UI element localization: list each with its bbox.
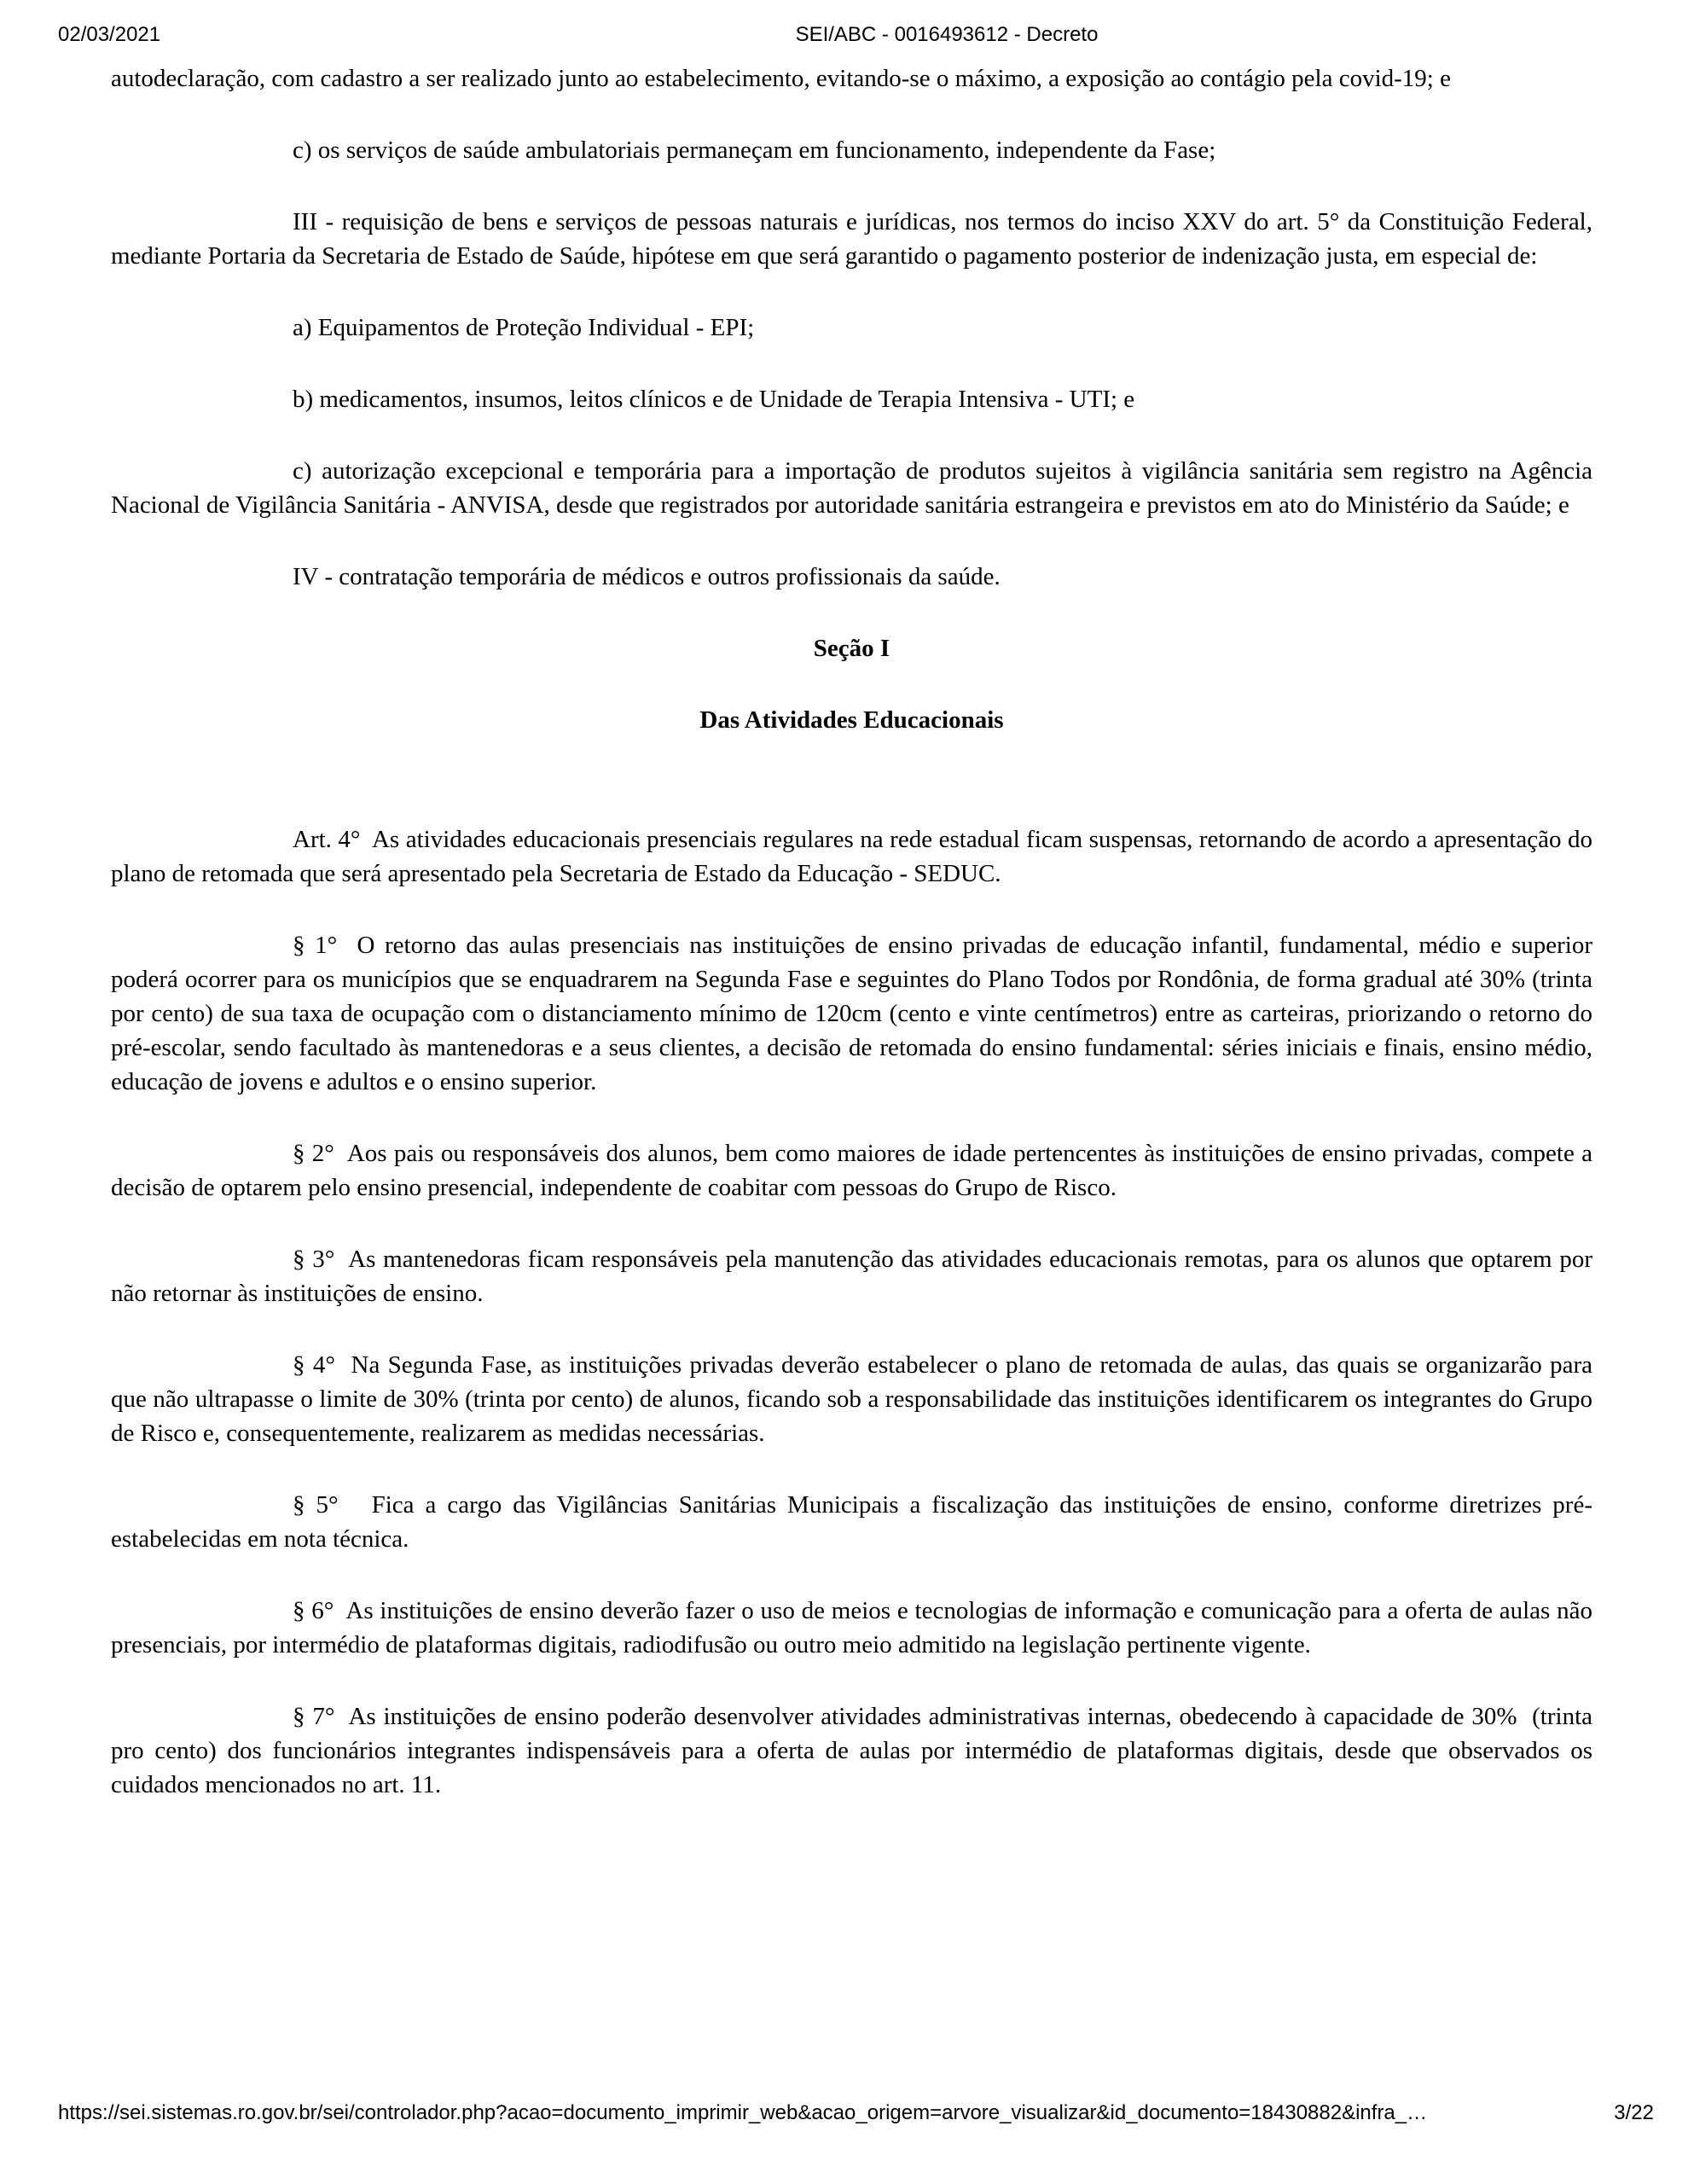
paragraph: III - requisição de bens e serviços de pessoas naturais e jurídicas, nos termos do inciso XXV do art. 5° da Constituição Federal, mediante Portaria da Secretaria de Estado de Saúde, hipótese em que será garantido o pagamento posterior de indenização justa, em especial de: xyxy=(111,208,1592,270)
paragraph: b) medicamentos, insumos, leitos clínicos e de Unidade de Terapia Intensiva - UTI; e xyxy=(293,386,1135,413)
document-title: SEI/ABC - 0016493612 - Decreto xyxy=(795,23,1099,46)
paragraph: § 6° As instituições de ensino deverão fazer o uso de meios e tecnologias de informação e comunicação para a oferta de aulas não presenciais, por intermédio de plataformas digitais, radiodifusão ou outro meio admitido na legislação pertinente vigente. xyxy=(111,1597,1592,1658)
paragraph: a) Equipamentos de Proteção Individual - EPI; xyxy=(293,314,755,341)
section-subtitle: Das Atividades Educacionais xyxy=(699,706,1004,734)
paragraph: § 3° As mantenedoras ficam responsáveis pela manutenção das atividades educacionais remotas, para os alunos que optarem por não retornar às instituições de ensino. xyxy=(111,1246,1592,1307)
paragraph: Art. 4° As atividades educacionais presenciais regulares na rede estadual ficam suspensas, retornando de acordo a apresentação do plano de retomada que será apresentado pela Secretaria de Estado da Educação - SEDUC. xyxy=(111,826,1592,887)
document-body xyxy=(111,61,1592,1839)
paragraph: § 2° Aos pais ou responsáveis dos alunos, bem como maiores de idade pertencentes às instituições de ensino privadas, compete a decisão de optarem pelo ensino presencial, independente de coabitar com pessoas do Grupo de Risco. xyxy=(111,1140,1592,1201)
paragraph: IV - contratação temporária de médicos e outros profissionais da saúde. xyxy=(293,563,1001,590)
paragraph: § 1° O retorno das aulas presenciais nas instituições de ensino privadas de educação infantil, fundamental, médio e superior poderá ocorrer para os municípios que se enquadrarem na Segunda Fase e seguintes do Plano Todos por Rondônia, de forma gradual até 30% (trinta por cento) de sua taxa de ocupação com o distanciamento mínimo de 120cm (cento e vinte centímetros) entre as carteiras, priorizando o retorno do pré-escolar, sendo facultado às mantenedoras e a seus clientes, a decisão de retomada do ensino fundamental: séries iniciais e finais, ensino médio, educação de jovens e adultos e o ensino superior. xyxy=(111,932,1592,1095)
page-number: 3/22 xyxy=(1614,2101,1654,2124)
section-heading: Seção I xyxy=(813,635,890,662)
paragraph: c) os serviços de saúde ambulatoriais permaneçam em funcionamento, independente da Fase; xyxy=(293,136,1216,164)
print-header xyxy=(58,22,1654,49)
print-footer xyxy=(58,2100,1654,2126)
print-date: 02/03/2021 xyxy=(58,23,161,46)
paragraph: § 4° Na Segunda Fase, as instituições privadas deverão estabelecer o plano de retomada de aulas, das quais se organizarão para que não ultrapasse o limite de 30% (trinta por cento) de alunos, ficando sob a responsabilidade das instituições identificarem os integrantes do Grupo de Risco e, consequentemente, realizarem as medidas necessárias. xyxy=(111,1351,1592,1447)
paragraph: § 7° As instituições de ensino poderão desenvolver atividades administrativas internas, obedecendo à capacidade de 30% (trinta pro cento) dos funcionários integrantes indispensáveis para a oferta de aulas por intermédio de plataformas digitais, desde que observados os cuidados mencionados no art. 11. xyxy=(111,1703,1592,1798)
paragraph: § 5° Fica a cargo das Vigilâncias Sanitárias Municipais a fiscalização das instituições de ensino, conforme diretrizes pré-estabelecidas em nota técnica. xyxy=(111,1491,1592,1553)
paragraph: autodeclaração, com cadastro a ser realizado junto ao estabelecimento, evitando-se o máximo, a exposição ao contágio pela covid-19; e xyxy=(111,65,1451,92)
paragraph: c) autorização excepcional e temporária para a importação de produtos sujeitos à vigilância sanitária sem registro na Agência Nacional de Vigilância Sanitária - ANVISA, desde que registrados por autoridade sanitária estrangeira e previstos em ato do Ministério da Saúde; e xyxy=(111,457,1592,519)
footer-url: https://sei.sistemas.ro.gov.br/sei/controlador.php?acao=documento_imprimir_web&acao_origem=arvore_visualizar&id_documento=18430882&infra_… xyxy=(58,2101,1428,2124)
